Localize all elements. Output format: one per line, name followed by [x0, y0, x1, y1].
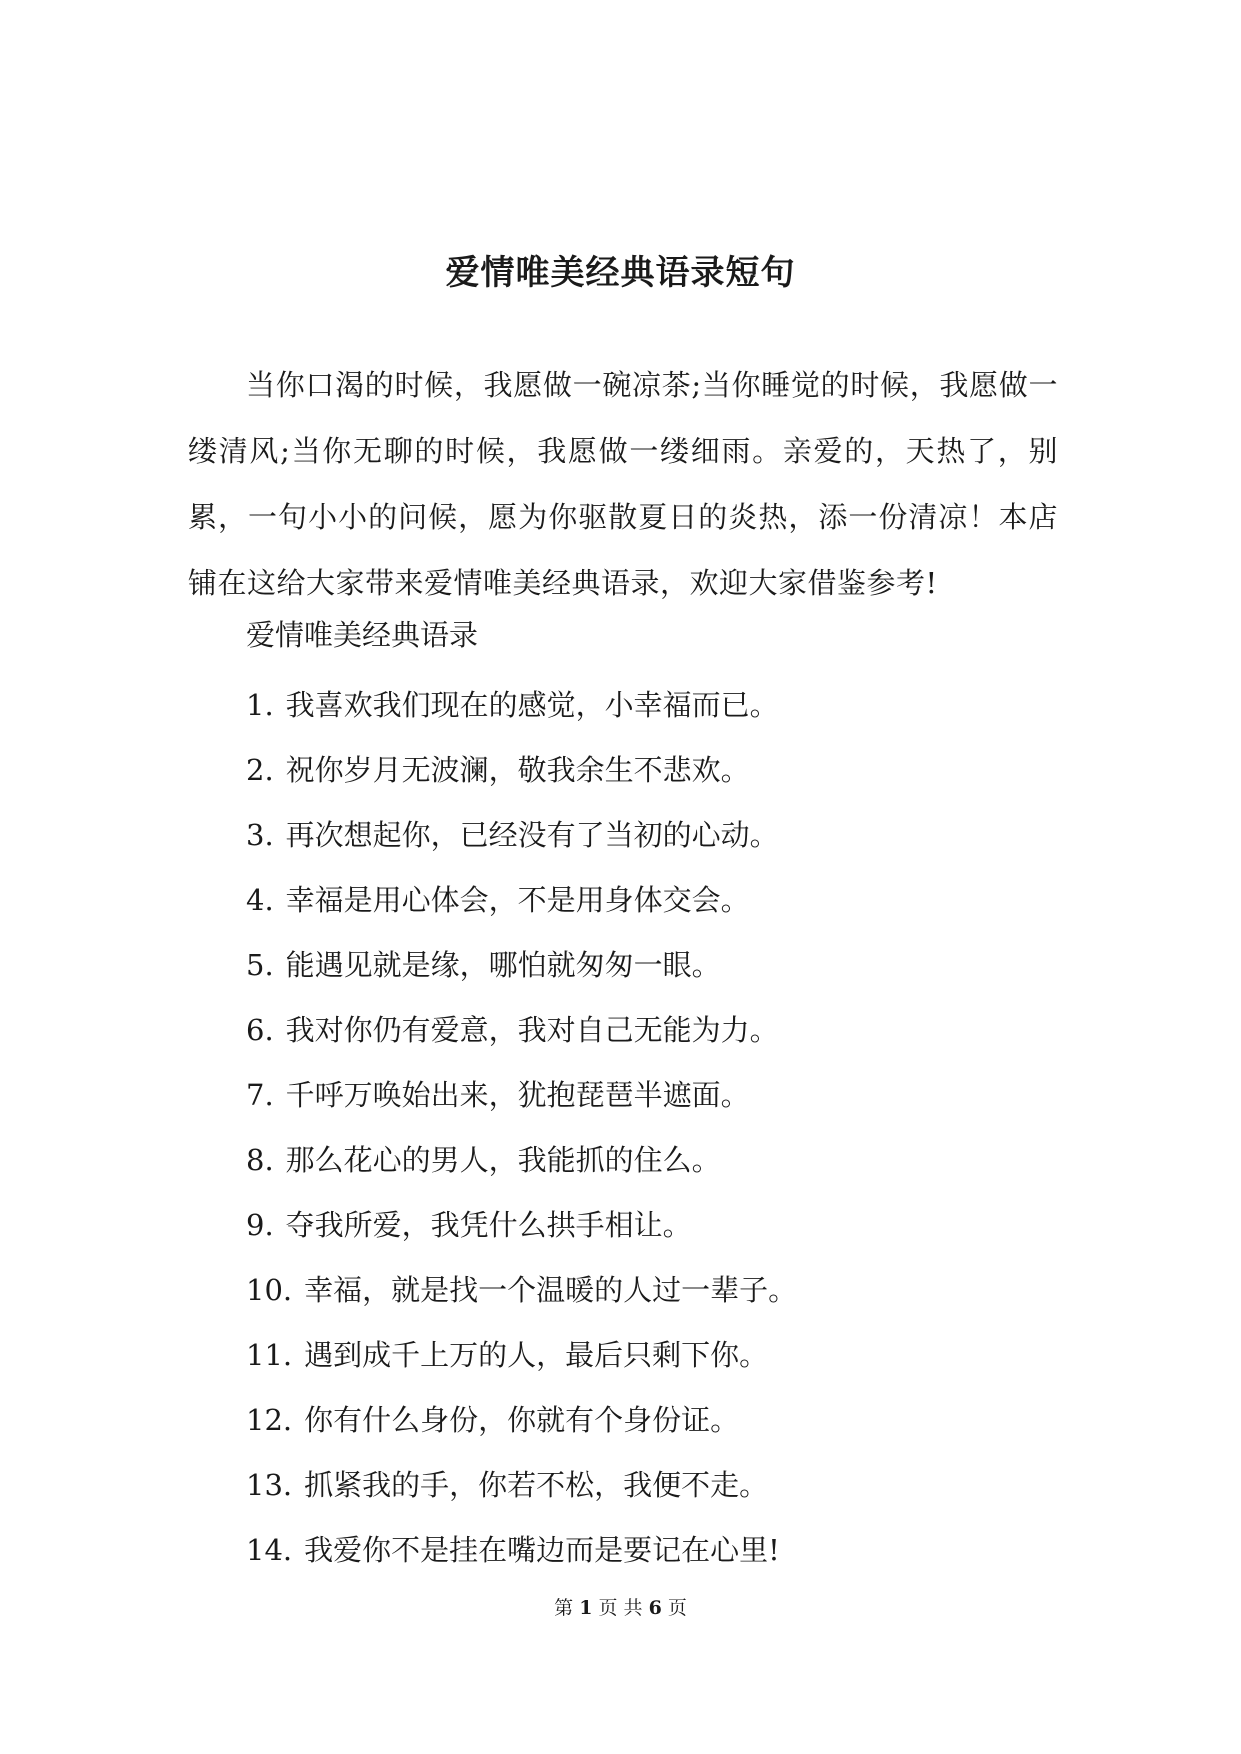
- quote-text: 千呼万唤始出来，犹抱琵琶半遮面。: [285, 1078, 750, 1112]
- quote-number: 2.: [246, 753, 274, 787]
- quote-item-9: [246, 1201, 1058, 1249]
- quote-text: 抓紧我的手，你若不松，我便不走。: [304, 1468, 769, 1502]
- quote-item-13: [246, 1461, 1058, 1509]
- document-title: 爱情唯美经典语录短句: [445, 252, 796, 293]
- intro-paragraph: 当你口渴的时候，我愿做一碗凉茶;当你睡觉的时候，我愿做一缕清风;当你无聊的时候，我愿做一缕细雨。亲爱的，天热了，别累，一句小小的问候，愿为你驱散夏日的炎热，添一份清凉！本店铺在这给大家带来爱情唯美经典语录，欢迎大家借鉴参考!: [188, 368, 1058, 600]
- quote-item-2: [246, 746, 1058, 794]
- quote-text: 幸福，就是找一个温暖的人过一辈子。: [304, 1273, 798, 1307]
- quote-item-8: [246, 1136, 1058, 1184]
- quote-item-7: [246, 1071, 1058, 1119]
- quote-item-11: [246, 1331, 1058, 1379]
- quote-text: 遇到成千上万的人，最后只剩下你。: [304, 1338, 769, 1372]
- quote-list: [246, 681, 1058, 1591]
- current-page-number: 1: [579, 1597, 593, 1619]
- quote-item-10: [246, 1266, 1058, 1314]
- quote-text: 你有什么身份，你就有个身份证。: [304, 1403, 740, 1437]
- quote-text: 我爱你不是挂在嘴边而是要记在心里!: [304, 1533, 780, 1567]
- footer-prefix: 第: [554, 1597, 574, 1619]
- quote-text: 再次想起你，已经没有了当初的心动。: [285, 818, 779, 852]
- quote-number: 7.: [246, 1078, 274, 1112]
- footer-middle: 页 共: [598, 1597, 643, 1619]
- quote-item-3: [246, 811, 1058, 859]
- section-heading: 爱情唯美经典语录: [246, 618, 479, 652]
- quote-item-5: [246, 941, 1058, 989]
- quote-number: 14.: [246, 1533, 293, 1567]
- quote-text: 夺我所爱，我凭什么拱手相让。: [285, 1208, 692, 1242]
- quote-number: 4.: [246, 883, 274, 917]
- quote-item-1: [246, 681, 1058, 729]
- quote-text: 能遇见就是缘，哪怕就匆匆一眼。: [285, 948, 721, 982]
- page-footer: [0, 1594, 1241, 1622]
- quote-number: 1.: [246, 688, 274, 722]
- quote-item-14: [246, 1526, 1058, 1574]
- total-pages-number: 6: [648, 1597, 662, 1619]
- quote-text: 我喜欢我们现在的感觉，小幸福而已。: [285, 688, 779, 722]
- quote-number: 8.: [246, 1143, 274, 1177]
- quote-number: 10.: [246, 1273, 293, 1307]
- quote-number: 3.: [246, 818, 274, 852]
- quote-text: 幸福是用心体会，不是用身体交会。: [285, 883, 750, 917]
- quote-number: 5.: [246, 948, 274, 982]
- quote-item-6: [246, 1006, 1058, 1054]
- quote-text: 那么花心的男人，我能抓的住么。: [285, 1143, 721, 1177]
- quote-number: 13.: [246, 1468, 293, 1502]
- quote-number: 6.: [246, 1013, 274, 1047]
- quote-number: 11.: [246, 1338, 293, 1372]
- quote-number: 9.: [246, 1208, 274, 1242]
- quote-text: 我对你仍有爱意，我对自己无能为力。: [285, 1013, 779, 1047]
- quote-text: 祝你岁月无波澜，敬我余生不悲欢。: [285, 753, 750, 787]
- quote-number: 12.: [246, 1403, 293, 1437]
- footer-suffix: 页: [667, 1597, 687, 1619]
- quote-item-12: [246, 1396, 1058, 1444]
- quote-item-4: [246, 876, 1058, 924]
